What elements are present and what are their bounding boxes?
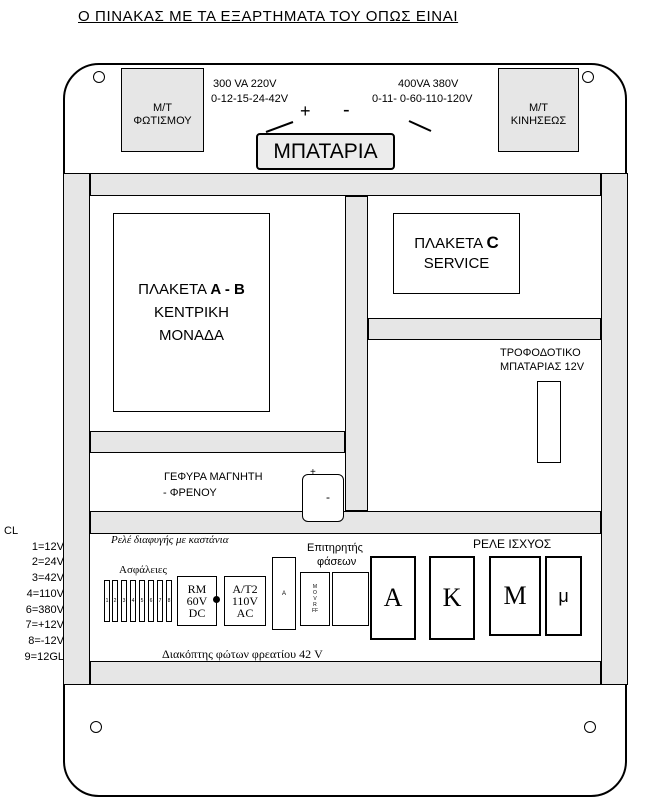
battery-minus: - <box>343 99 350 121</box>
at2-module-line2: 110V <box>231 594 259 608</box>
board-c-line1 <box>414 233 499 254</box>
phase-monitor-box-text: M O V R FF <box>311 584 319 614</box>
lower-rail <box>90 511 601 534</box>
bottom-rail <box>90 661 601 685</box>
power-relay-k <box>429 556 475 640</box>
board-ab <box>113 213 270 412</box>
battery-label: ΜΠΑΤΑΡΙΑ <box>273 139 378 163</box>
battery-charger <box>537 381 561 463</box>
battery <box>256 133 395 170</box>
terminal-legend-item: 7=+12V <box>25 619 64 632</box>
top-rail <box>90 173 601 196</box>
brake-bridge-line1: ΓΕΦΥΡΑ ΜΑΓΝΗΤΗ <box>164 471 263 483</box>
brake-bridge-rectifier <box>302 474 344 522</box>
fuse: 5 <box>139 580 145 622</box>
brake-bridge-line2: - ΦΡΕΝΟΥ <box>163 487 217 499</box>
board-ab-line3: ΜΟΝΑΔΑ <box>158 327 225 344</box>
terminal-legend-item: 6=380V <box>25 603 64 616</box>
rm-module-line1: RM <box>187 582 207 596</box>
terminal-legend <box>4 524 64 665</box>
rm-module-line3: DC <box>188 606 206 620</box>
terminal-legend-item: 3=42V <box>31 572 64 585</box>
power-relays-label: ΡΕΛΕ ΙΣΧΥΟΣ <box>473 537 552 551</box>
rm-module-line2: 60V <box>186 594 208 608</box>
spec-right-line2: 0-11- 0-60-110-120V <box>372 93 473 105</box>
page-title: Ο ΠΙΝΑΚΑΣ ΜΕ ΤΑ ΕΞΑΡΤΗΜΑΤΑ ΤΟΥ ΟΠΩΣ ΕΙΝΑΙ <box>78 8 459 25</box>
fuse: 6 <box>148 580 154 622</box>
brake-bridge-plus: + <box>310 467 316 478</box>
battery-plus: + <box>300 101 311 121</box>
at2-module-line3: AC <box>236 606 254 620</box>
board-c-prefix: ΠΛΑΚΕΤΑ <box>414 235 487 252</box>
vertical-rail-middle <box>345 196 368 511</box>
phase-monitor-label2: φάσεων <box>317 556 357 568</box>
chestnut-relay <box>272 557 296 630</box>
power-relay-m <box>489 556 541 636</box>
transformer-lighting-line1: Μ/Τ <box>153 102 172 114</box>
terminal-legend-item: 4=110V <box>26 587 64 600</box>
phase-monitor-block <box>332 572 369 626</box>
power-relay-mu-label: μ <box>558 585 569 606</box>
transformer-motion-line1: Μ/Τ <box>529 102 548 114</box>
fuse: 1 <box>104 580 110 622</box>
fuse: 7 <box>157 580 163 622</box>
pit-light-switch-label: Διακόπτης φώτων φρεατίου 42 V <box>162 647 323 661</box>
chestnut-relay-label: A <box>281 590 286 597</box>
power-relay-a-label: A <box>383 583 403 612</box>
middle-rail-right <box>368 318 601 340</box>
fuse: 2 <box>112 580 118 622</box>
battery-charger-line1: ΤΡΟΦΟΔΟΤΙΚΟ <box>500 347 581 359</box>
rm-module <box>177 576 217 626</box>
left-rail <box>63 173 90 685</box>
fuse: 3 <box>121 580 127 622</box>
at2-module-line1: A/T2 <box>232 582 258 596</box>
rm-connection-dot <box>213 596 220 603</box>
power-relay-mu <box>545 556 582 636</box>
right-rail <box>601 173 628 685</box>
terminal-legend-item: 1=12V <box>31 540 64 553</box>
at2-module <box>224 576 266 626</box>
board-c <box>393 213 520 294</box>
relay-chestnut-label: Ρελέ διαφυγής με καστάνια <box>111 534 229 546</box>
brake-bridge-minus: - <box>326 490 330 504</box>
spec-left-line2: 0-12-15-24-42V <box>211 93 289 105</box>
fuse: 8 <box>166 580 172 622</box>
fuse-block <box>104 580 174 622</box>
transformer-lighting-line2: ΦΩΤΙΣΜΟΥ <box>133 115 192 127</box>
terminal-legend-item: 2=24V <box>31 556 64 569</box>
phase-monitor-label1: Επιτηρητής <box>307 542 363 554</box>
board-ab-line2: ΚΕΝΤΡΙΚΗ <box>153 304 229 321</box>
spec-left-line1: 300 VA 220V <box>213 78 277 90</box>
terminal-legend-item: 8=-12V <box>28 634 64 647</box>
transformer-motion-line2: ΚΙΝΗΣΕΩΣ <box>510 115 567 127</box>
phase-monitor <box>300 572 330 626</box>
power-relay-m-label: M <box>503 581 527 610</box>
spec-right-line1: 400VA 380V <box>398 78 459 90</box>
fuses-label: Ασφάλειες <box>119 564 167 576</box>
fuse: 4 <box>130 580 136 622</box>
battery-charger-line2: ΜΠΑΤΑΡΙΑΣ 12V <box>500 361 585 373</box>
board-c-code: C <box>486 233 499 252</box>
board-c-line2: SERVICE <box>423 255 490 272</box>
terminal-legend-item: 9=12GL <box>24 650 64 663</box>
power-relay-k-label: K <box>442 583 462 612</box>
terminal-legend-header: CL <box>4 525 19 537</box>
board-ab-code: A - B <box>210 281 245 298</box>
board-ab-line1 <box>138 278 245 301</box>
middle-rail-left <box>90 431 345 453</box>
board-ab-prefix: ΠΛΑΚΕΤΑ <box>138 281 211 298</box>
power-relay-a <box>370 556 416 640</box>
